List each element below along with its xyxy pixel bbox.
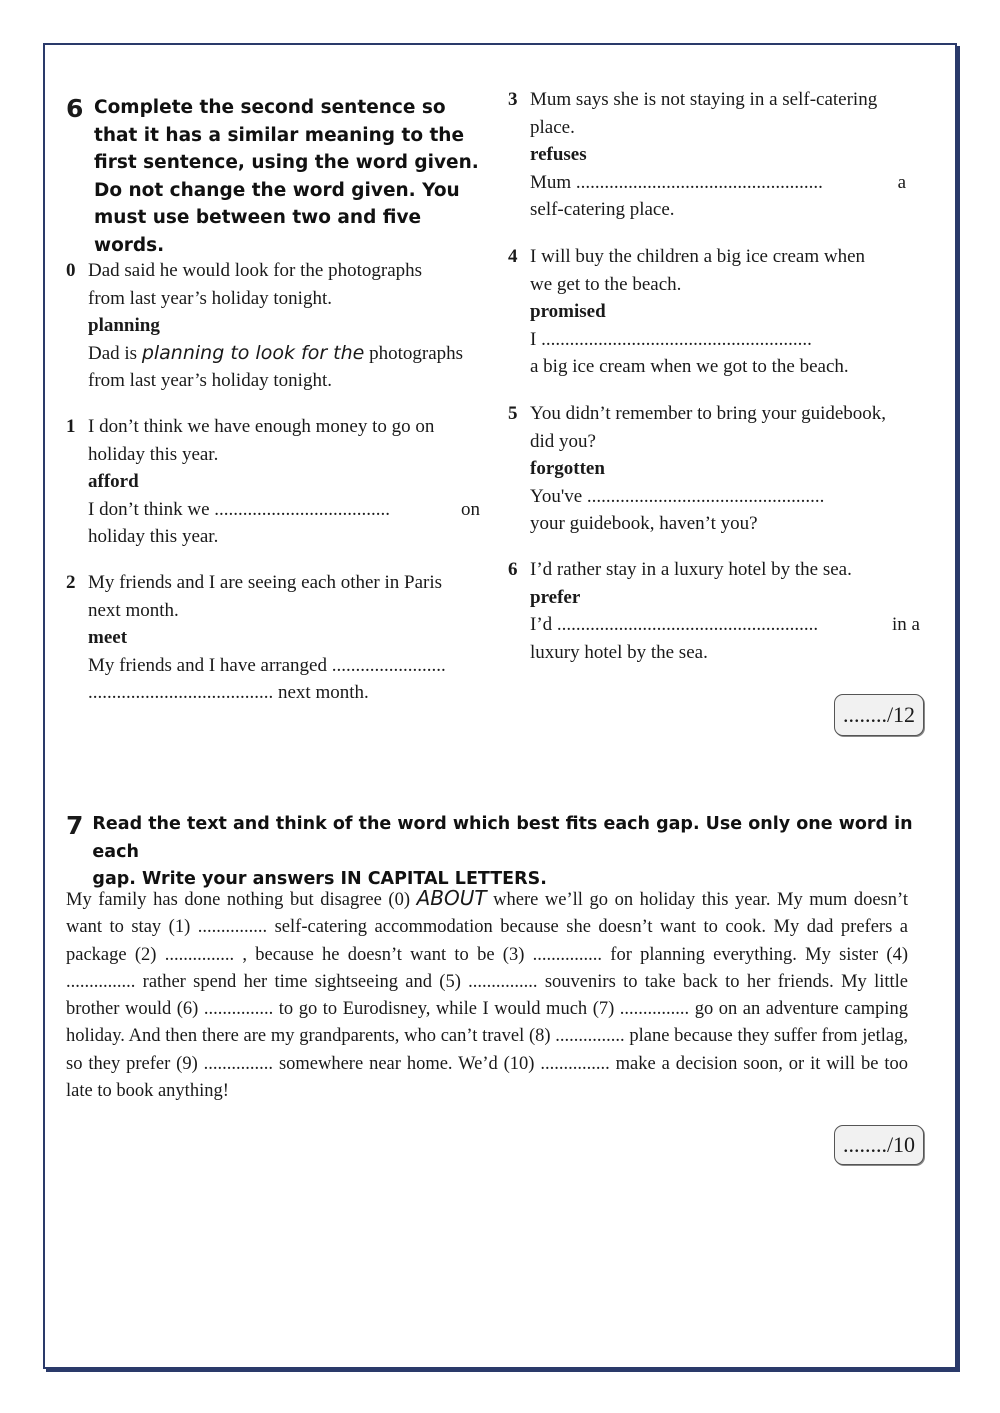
item-number: 2: [66, 572, 76, 593]
item-number: 1: [66, 416, 76, 437]
answer-line-2[interactable]: ....................................... next month.: [88, 682, 369, 703]
answer-line-2: a big ice cream when we got to the beach.: [530, 356, 849, 377]
answer-line[interactable]: [530, 169, 906, 197]
gap-fill-text: [66, 885, 908, 1105]
answer-line-2: your guidebook, haven’t you?: [530, 513, 758, 534]
exercise-number: 7: [66, 811, 84, 840]
key-word: forgotten: [530, 458, 605, 479]
question-item-6: [508, 556, 920, 666]
first-sentence-line: You didn’t remember to bring your guidebook,: [530, 403, 887, 424]
exercise-7-header: [66, 811, 916, 894]
answer-line-2: self-catering place.: [530, 199, 675, 220]
question-item-2: [66, 569, 480, 707]
answer-line[interactable]: My friends and I have arranged ........................: [88, 654, 446, 676]
answer-line[interactable]: [530, 611, 920, 639]
item-number: 4: [508, 246, 518, 267]
answer-line-2: luxury hotel by the sea.: [530, 641, 708, 663]
key-word: prefer: [530, 586, 581, 608]
answer-line[interactable]: You've ..................................................: [530, 485, 825, 507]
exercise-instruction: [92, 811, 916, 894]
answer-end: a: [897, 171, 906, 193]
first-sentence-line: next month.: [88, 599, 179, 621]
answer-end: photographs: [369, 342, 464, 364]
item-number: 3: [508, 89, 518, 110]
first-sentence-line: My friends and I are seeing each other in Paris: [88, 572, 443, 593]
answer-line-2: from last year’s holiday tonight.: [88, 370, 332, 391]
question-item-5: [508, 400, 920, 538]
instruction-line: gap. Write your answers IN CAPITAL LETTERS.: [92, 869, 547, 889]
first-sentence-line: from last year’s holiday tonight.: [88, 287, 332, 309]
text-body: where we’ll go on holiday this year. My mum doesn’t want to stay (1) ............... self-catering accommodation because she doesn’t want to cook. My dad prefers a package (2) ............... , because he doesn’t want to be (3) ............... for planning everything. My sister (4) ............... rather spend her time sightseeing and (5) ............... souvenirs to take back to her friends. My little brother would (6) ............... to go to Eurodisney, while I would much (7) ............... go on an adventure camping holiday. And then there are my grandparents, who can’t travel (8) ............... plane because they suffer from jetlag, so they prefer (9) ............... somewhere near home. We’d (10) ............... make a decision soon, or it will be too late to book anything!: [66, 890, 909, 1102]
item-number: 0: [66, 260, 76, 281]
exercise-instruction: Complete the second sentence so that it has a similar meaning to the first sentence, using the word given. Do not change the word given. You must use between two and five words.: [94, 97, 479, 256]
answer-end: in a: [892, 614, 920, 635]
key-word: planning: [88, 315, 160, 336]
key-word: afford: [88, 471, 139, 492]
first-sentence-line: Mum says she is not staying in a self-catering: [530, 89, 878, 110]
answer-start: I don’t think we .....................................: [88, 498, 391, 520]
score-box-10: ......../10: [834, 1125, 924, 1165]
first-sentence-line: I will buy the children a big ice cream when: [530, 246, 866, 267]
answer-line[interactable]: I .........................................................: [530, 328, 812, 350]
first-sentence-line: did you?: [530, 430, 596, 452]
question-item-1: [66, 413, 480, 551]
answer-line[interactable]: [88, 496, 480, 524]
key-word: meet: [88, 627, 128, 648]
question-item-4: [508, 243, 906, 381]
answer-end: on: [461, 498, 480, 520]
first-sentence-line: we get to the beach.: [530, 273, 682, 295]
text-start: My family has done nothing but disagree (0): [66, 890, 410, 910]
example-answer: ABOUT: [416, 886, 487, 910]
first-sentence-line: I’d rather stay in a luxury hotel by the sea.: [530, 559, 852, 580]
exercise-6-header: [66, 94, 486, 259]
item-number: 6: [508, 559, 518, 580]
first-sentence-line: holiday this year.: [88, 443, 219, 465]
score-box-12: ......../12: [834, 694, 924, 736]
exercise-number: 6: [66, 94, 84, 123]
answer-line-2: holiday this year.: [88, 526, 219, 547]
key-word: refuses: [530, 144, 587, 165]
first-sentence-line: I don’t think we have enough money to go on: [88, 416, 435, 437]
answer-start: Dad is: [88, 342, 138, 364]
instruction-line: Read the text and think of the word which best fits each gap. Use only one word in each: [92, 814, 913, 862]
first-sentence-line: Dad said he would look for the photographs: [88, 260, 423, 281]
answer-start: I’d .......................................................: [530, 614, 819, 635]
first-sentence-line: place.: [530, 116, 575, 138]
question-item-3: [508, 86, 906, 224]
answer-start: Mum ....................................................: [530, 171, 823, 193]
example-answer: planning to look for the: [141, 341, 365, 364]
answer-line: [88, 340, 486, 368]
item-number: 5: [508, 403, 518, 424]
question-item-0: [66, 257, 486, 395]
key-word: promised: [530, 301, 606, 322]
